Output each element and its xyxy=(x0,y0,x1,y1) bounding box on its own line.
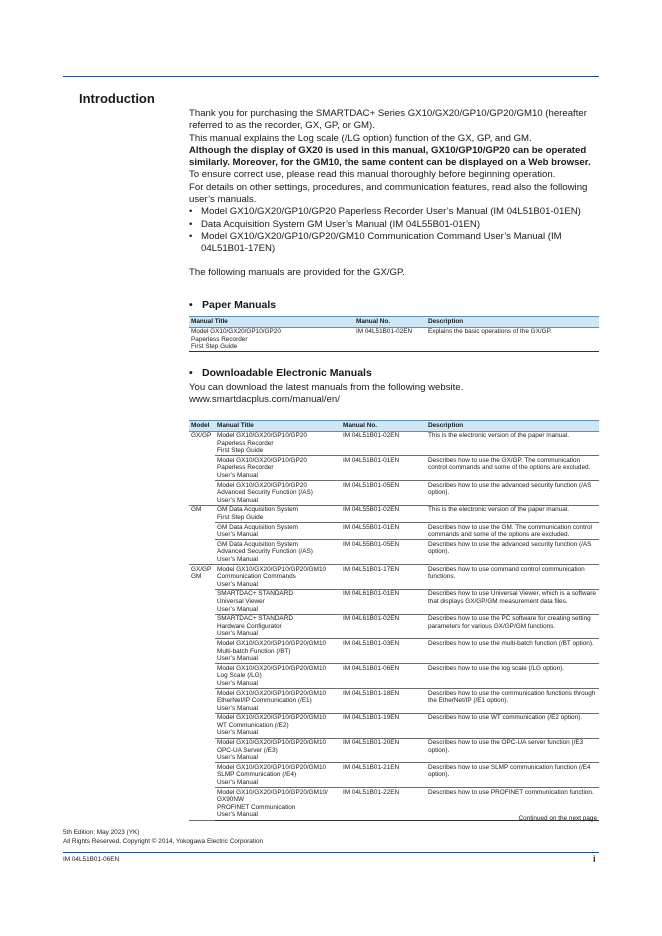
description-cell: Describes how to use the advanced security function (/AS option). xyxy=(426,481,599,506)
header-rule xyxy=(63,76,599,77)
manual-no-cell: IM 04L51B01-02EN xyxy=(341,431,426,456)
table-row xyxy=(189,523,599,540)
manual-title-cell: GM Data Acquisition System Advanced Security Function (/AS) User’s Manual xyxy=(215,540,341,565)
intro-paragraph: Thank you for purchasing the SMARTDAC+ Series GX10/GX20/GP10/GP20/GM10 (hereafter referred to as the recorder, GX, GP, or GM). xyxy=(189,108,587,132)
edition-info xyxy=(63,829,263,846)
bullet-mark: • xyxy=(189,367,193,379)
related-manuals-list xyxy=(189,206,601,255)
manual-no-cell: IM 04L51B01-01EN xyxy=(341,456,426,481)
table-row xyxy=(189,738,599,763)
manual-title-cell: Model GX10/GX20/GP10/GP20/GM10/ GX90NW PROFINET Communication User’s Manual xyxy=(215,788,341,820)
document-code: IM 04L51B01-06EN xyxy=(63,856,120,863)
manual-title-cell: Model GX10/GX20/GP10/GP20 Paperless Recorder User’s Manual xyxy=(215,456,341,481)
edition-text: 5th Edition: May 2023 (YK) xyxy=(63,829,140,836)
intro-paragraph: For details on other settings, procedures, and communication features, read also the following user’s manuals. xyxy=(189,181,588,206)
manual-title-cell: SMARTDAC+ STANDARD Hardware Configurator User’s Manual xyxy=(215,614,341,639)
table-row xyxy=(189,763,599,788)
table-row xyxy=(189,689,599,714)
manual-no-cell: IM 04L51B01-18EN xyxy=(341,689,426,714)
manual-title-cell: Model GX10/GX20/GP10/GP20/GM10 Communication Commands User’s Manual xyxy=(215,565,341,590)
table-row xyxy=(189,664,599,689)
description-cell: This is the electronic version of the paper manual. xyxy=(426,505,599,522)
description-cell: Describes how to use the multi-batch function (/BT option). xyxy=(426,639,599,664)
description-cell: Describes how to use Universal Viewer, which is a software that displays GX/GP/GM measurement data files. xyxy=(426,589,599,614)
table-row xyxy=(189,481,599,506)
manual-no-cell: IM 04L51B01-21EN xyxy=(341,763,426,788)
model-cell: GX/GP xyxy=(189,431,215,505)
description-cell: Describes how to use the GX/GP. The communication control commands and some of the options are excluded. xyxy=(426,456,599,481)
intro-paragraph: To ensure correct use, please read this manual thoroughly before beginning operation. xyxy=(189,169,556,181)
manual-no-cell: IM 04L51B01-17EN xyxy=(341,565,426,590)
column-header: Manual Title xyxy=(215,421,341,432)
manual-title-cell: Model GX10/GX20/GP10/GP20/GM10 OPC-UA Server (/E3) User’s Manual xyxy=(215,738,341,763)
table-row xyxy=(189,505,599,522)
intro-paragraph: This manual explains the Log scale (/LG option) function of the GX, GP, and GM. xyxy=(189,132,532,144)
column-header: Model xyxy=(189,421,215,432)
manual-no-cell: IM 04L51B01-19EN xyxy=(341,713,426,738)
table-row xyxy=(189,540,599,565)
table-row xyxy=(189,713,599,738)
manual-no-cell: IM 04L55B01-02EN xyxy=(341,505,426,522)
list-item: • Model GX10/GX20/GP10/GP20/GM10 Communication Command User’s Manual (IM 04L51B01-17EN) xyxy=(189,231,601,256)
table-header-row xyxy=(189,317,599,328)
manual-no-cell: IM 04L51B01-03EN xyxy=(341,639,426,664)
description-cell: Describes how to use the OPC-UA server function (/E3 option). xyxy=(426,738,599,763)
description-cell: Describes how to use PROFINET communication function. xyxy=(426,788,599,820)
table-row xyxy=(189,614,599,639)
manual-no-cell: IM 04L55B01-05EN xyxy=(341,540,426,565)
manual-no-cell: IM 04L51B01-05EN xyxy=(341,481,426,506)
description-cell: Describes how to use the log scale (/LG option). xyxy=(426,664,599,689)
description-cell: Describes how to use the PC software for creating setting parameters for various GX/GP/GM functions. xyxy=(426,614,599,639)
download-text: You can download the latest manuals from the following website. xyxy=(189,382,464,393)
manual-no-cell: IM 04L51B01-02EN xyxy=(354,327,426,352)
description-cell: Describes how to use SLMP communication function (/E4 option). xyxy=(426,763,599,788)
manual-no-cell: IM 04L61B01-01EN xyxy=(341,589,426,614)
manual-title-cell: Model GX10/GX20/GP10/GP20 Advanced Security Function (/AS) User’s Manual xyxy=(215,481,341,506)
description-cell: Describes how to use the communication functions through the EtherNet/IP (/E1 option). xyxy=(426,689,599,714)
column-header: Manual No. xyxy=(341,421,426,432)
manual-title-cell: SMARTDAC+ STANDARD Universal Viewer User’s Manual xyxy=(215,589,341,614)
description-cell: Describes how to use the advanced security function (/AS option). xyxy=(426,540,599,565)
table-row xyxy=(189,639,599,664)
column-header: Description xyxy=(426,421,599,432)
footer-rule xyxy=(63,852,599,853)
list-item: • Data Acquisition System GM User’s Manual (IM 04L55B01-01EN) xyxy=(189,219,601,231)
electronic-manuals-title: Downloadable Electronic Manuals xyxy=(202,367,372,379)
paper-manuals-title: Paper Manuals xyxy=(202,299,277,311)
description-cell: Explains the basic operations of the GX/GP. xyxy=(426,327,599,352)
table-row xyxy=(189,565,599,590)
manual-no-cell: IM 04L55B01-01EN xyxy=(341,523,426,540)
manual-title-cell: Model GX10/GX20/GP10/GP20/GM10 Log Scale (/LG) User’s Manual xyxy=(215,664,341,689)
manual-title-cell: Model GX10/GX20/GP10/GP20/GM10 EtherNet/IP Communication (/E1) User’s Manual xyxy=(215,689,341,714)
description-cell: Describes how to use WT communication (/E2 option). xyxy=(426,713,599,738)
column-header: Manual Title xyxy=(189,317,354,328)
column-header: Manual No. xyxy=(354,317,426,328)
electronic-manuals-heading xyxy=(189,367,372,379)
manual-no-cell: IM 04L51B01-06EN xyxy=(341,664,426,689)
manual-title-cell: Model GX10/GX20/GP10/GP20/GM10 SLMP Communication (/E4) User’s Manual xyxy=(215,763,341,788)
manual-no-cell: IM 04L61B01-02EN xyxy=(341,614,426,639)
description-cell: Describes how to use command control communication functions. xyxy=(426,565,599,590)
page-number: i xyxy=(593,854,596,864)
copyright-text: All Rights Reserved, Copyright © 2014, Yokogawa Electric Corporation xyxy=(63,837,264,845)
intro-paragraph: The following manuals are provided for the GX/GP. xyxy=(189,266,405,278)
page-title: Introduction xyxy=(79,91,155,106)
manual-title-cell: GM Data Acquisition System User’s Manual xyxy=(215,523,341,540)
list-item: • Model GX10/GX20/GP10/GP20 Paperless Recorder User’s Manual (IM 04L51B01-01EN) xyxy=(189,206,601,218)
table-row xyxy=(189,431,599,456)
manual-title-cell: GM Data Acquisition System First Step Guide xyxy=(215,505,341,522)
manual-title-cell: Model GX10/GX20/GP10/GP20/GM10 Multi-batch Function (/BT) User’s Manual xyxy=(215,639,341,664)
manual-no-cell: IM 04L51B01-22EN xyxy=(341,788,426,820)
download-url: www.smartdacplus.com/manual/en/ xyxy=(189,394,340,406)
paper-manuals-table xyxy=(189,316,599,352)
column-header: Description xyxy=(426,317,599,328)
table-header-row xyxy=(189,421,599,432)
intro-section xyxy=(189,108,601,279)
table-row xyxy=(189,327,599,352)
continued-note: Continued on the next page xyxy=(518,815,597,822)
manual-title-cell: Model GX10/GX20/GP10/GP20/GM10 WT Communication (/E2) User’s Manual xyxy=(215,713,341,738)
bullet-mark: • xyxy=(189,299,193,311)
paper-manuals-heading xyxy=(189,299,276,311)
description-cell: Describes how to use the GM. The communication control commands and some of the options are excluded. xyxy=(426,523,599,540)
intro-bold-note: Although the display of GX20 is used in this manual, GX10/GP10/GP20 can be operated similarly. Moreover, for the GM10, the same content can be displayed on a Web browser. xyxy=(189,144,591,169)
electronic-manuals-table xyxy=(189,420,599,821)
manual-title-cell: Model GX10/GX20/GP10/GP20 Paperless Recorder First Step Guide xyxy=(215,431,341,456)
model-cell: GM xyxy=(189,505,215,564)
table-row xyxy=(189,589,599,614)
description-cell: This is the electronic version of the paper manual. xyxy=(426,431,599,456)
manual-title-cell: Model GX10/GX20/GP10/GP20 Paperless Recorder First Step Guide xyxy=(189,327,354,352)
table-row xyxy=(189,456,599,481)
model-cell: GX/GP GM xyxy=(189,565,215,820)
download-info xyxy=(189,382,601,407)
manual-no-cell: IM 04L51B01-20EN xyxy=(341,738,426,763)
